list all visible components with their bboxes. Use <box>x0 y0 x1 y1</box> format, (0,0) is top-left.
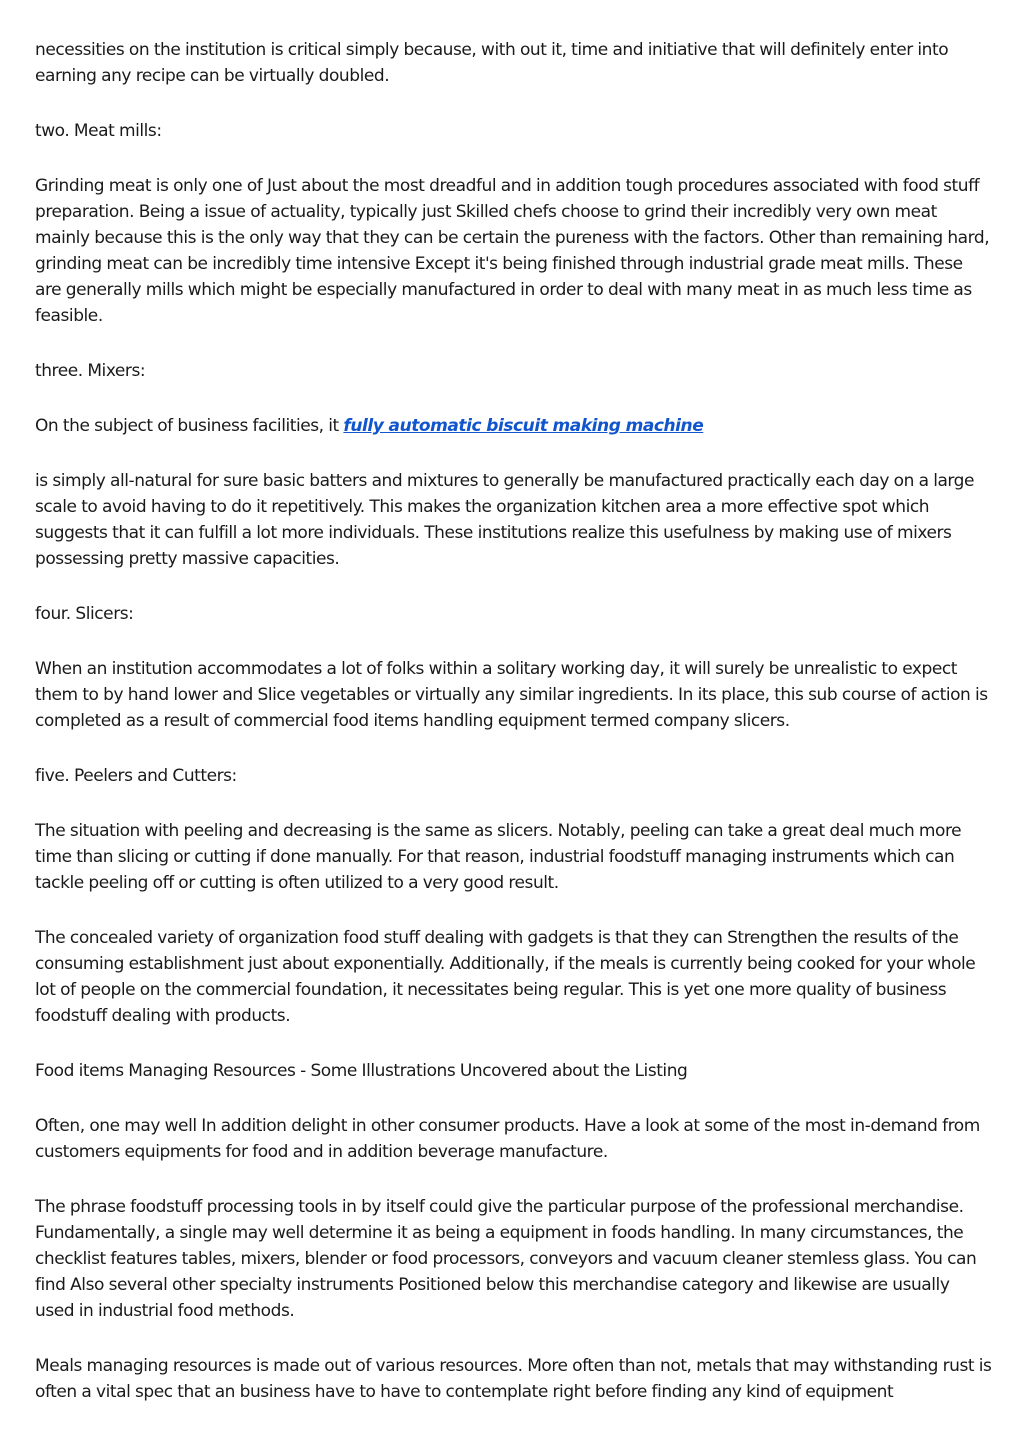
heading-food-items: Food items Managing Resources - Some Illustrations Uncovered about the Listing <box>35 1061 688 1081</box>
paragraph-consumer-products: Often, one may well In addition delight in other consumer products. Have a look at some of the most in-demand from customers equipments for food and in addition beverage manufacture. <box>35 1116 980 1162</box>
heading-peelers-cutters: five. Peelers and Cutters: <box>35 766 237 786</box>
heading-mixers: three. Mixers: <box>35 361 146 381</box>
paragraph-intro: necessities on the institution is critical simply because, with out it, time and initiative that will definitely enter into earning any recipe can be virtually doubled. <box>35 40 949 86</box>
document-page <box>35 37 993 1434</box>
heading-meat-mills: two. Meat mills: <box>35 121 162 141</box>
link-prefix: On the subject of business facilities, it <box>35 416 344 436</box>
paragraph-meat-mills: Grinding meat is only one of Just about the most dreadful and in addition tough procedures associated with food stuff preparation. Being a issue of actuality, typically just Skilled chefs choose to grind their incredibly very own meat mainly because this is the only way that they can be certain the pureness with the factors. Other than remaining hard, grinding meat can be incredibly time intensive Except it's being finished through industrial grade meat mills. These are generally mills which might be especially manufactured in order to deal with many meat in as much less time as feasible. <box>35 176 990 326</box>
paragraph-concealed-variety: The concealed variety of organization food stuff dealing with gadgets is that they can Strengthen the results of the consuming establishment just about exponentially. Additionally, if the meals is currently being cooked for your whole lot of people on the commercial foundation, it necessitates being regular. This is yet one more quality of business foodstuff dealing with products. <box>35 928 976 1026</box>
heading-slicers: four. Slicers: <box>35 604 134 624</box>
paragraph-processing-tools: The phrase foodstuff processing tools in by itself could give the particular purpose of the professional merchandise. Fundamentally, a single may well determine it as being a equipment in foods handling. In many circumstances, the checklist features tables, mixers, blender or food processors, conveyors and vacuum cleaner stemless glass. You can find Also several other specialty instruments Positioned below this merchandise category and likewise are usually used in industrial food methods. <box>35 1197 977 1321</box>
biscuit-machine-link[interactable]: fully automatic biscuit making machine <box>343 416 704 436</box>
paragraph-link <box>35 413 993 439</box>
paragraph-meals-resources: Meals managing resources is made out of various resources. More often than not, metals that may withstanding rust is often a vital spec that an business have to have to contemplate right before finding any kind of equipment <box>35 1356 992 1402</box>
paragraph-slicers: When an institution accommodates a lot of folks within a solitary working day, it will surely be unrealistic to expect them to by hand lower and Slice vegetables or virtually any similar ingredients. In its place, this sub course of action is completed as a result of commercial food items handling equipment termed company slicers. <box>35 659 988 731</box>
paragraph-peelers: The situation with peeling and decreasing is the same as slicers. Notably, peeling can take a great deal much more time than slicing or cutting if done manually. For that reason, industrial foodstuff managing instruments which can tackle peeling off or cutting is often utilized to a very good result. <box>35 821 962 893</box>
paragraph-mixers: is simply all-natural for sure basic batters and mixtures to generally be manufactured practically each day on a large scale to avoid having to do it repetitively. This makes the organization kitchen area a more effective spot which suggests that it can fulfill a lot more individuals. These institutions realize this usefulness by making use of mixers possessing pretty massive capacities. <box>35 471 975 569</box>
